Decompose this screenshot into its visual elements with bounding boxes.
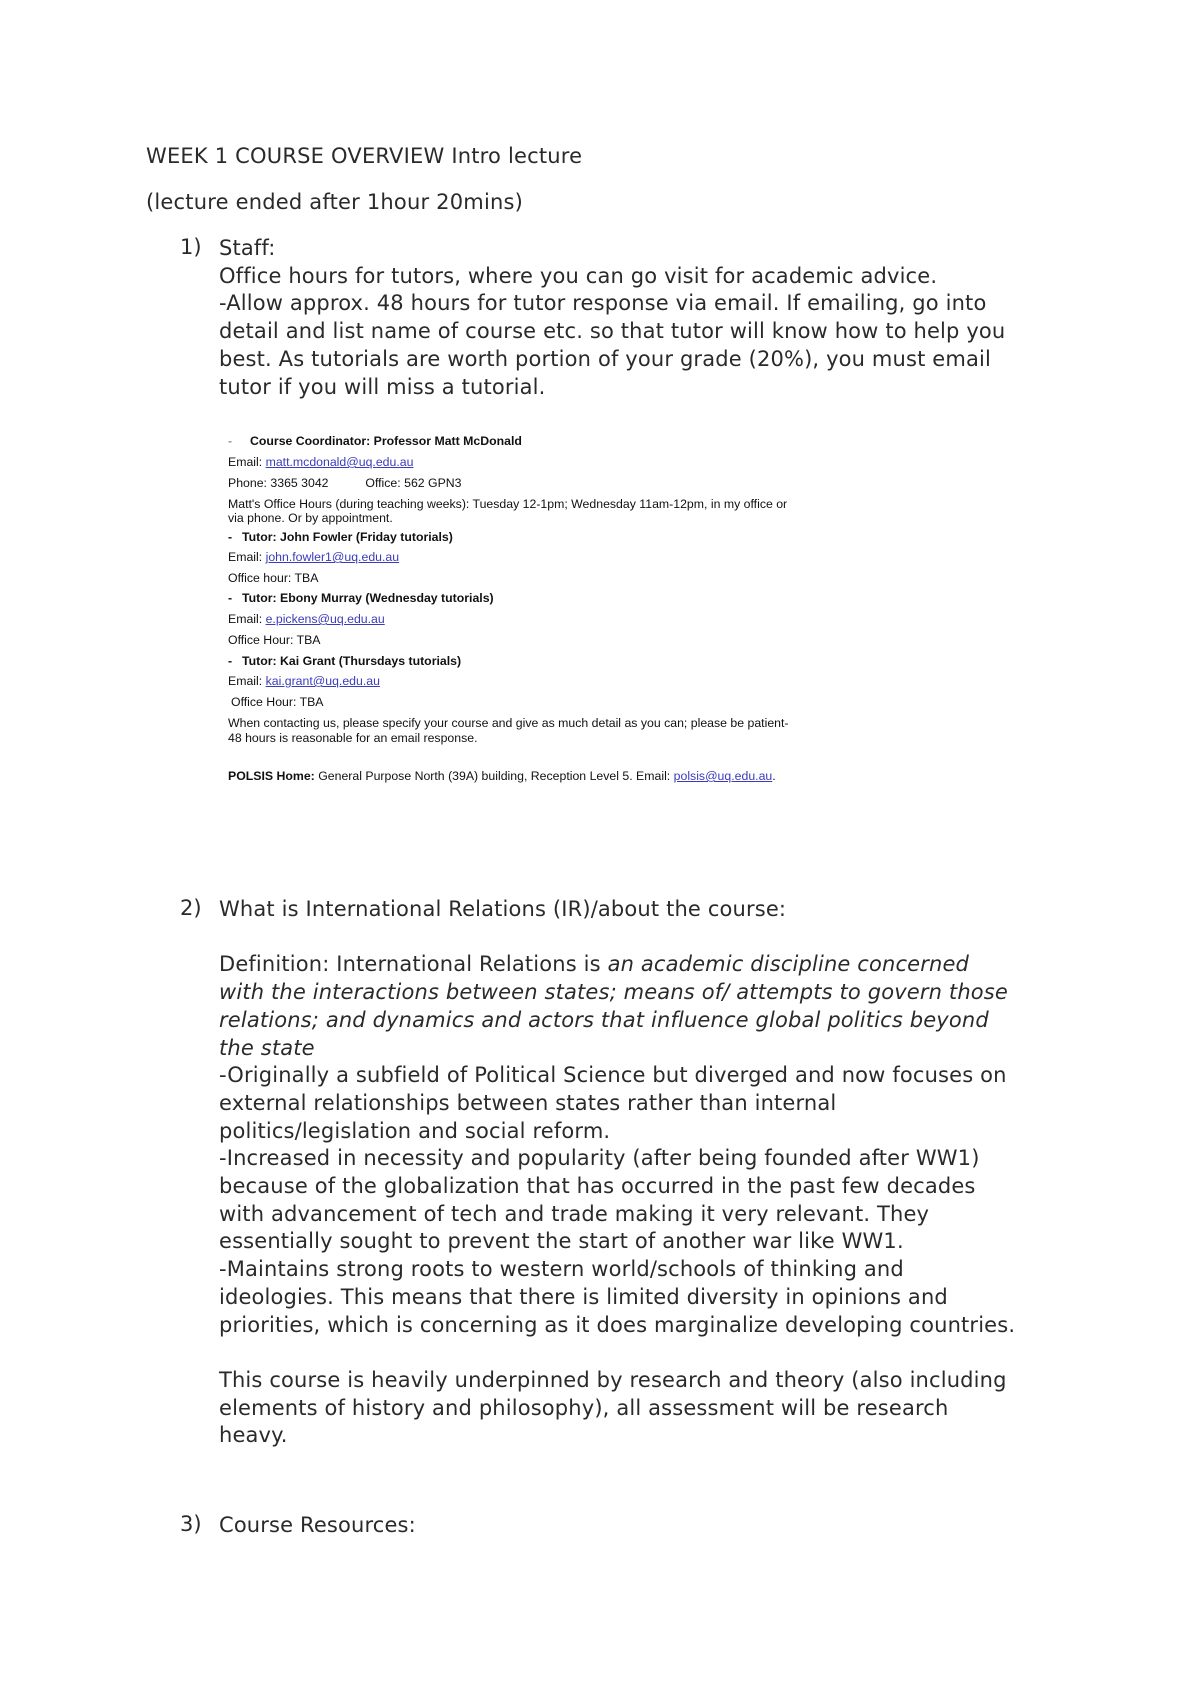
paragraph-line: -Maintains strong roots to western world/schools of thinking and xyxy=(219,1257,904,1282)
coordinator-office: Office: 562 GPN3 xyxy=(365,476,462,490)
polsis-line xyxy=(228,769,776,783)
section-3-heading: Course Resources: xyxy=(219,1513,416,1537)
bullet-dash: - xyxy=(228,434,233,448)
tutor-3-hours: Office Hour: TBA xyxy=(231,695,324,709)
definition-text: an academic discipline concerned xyxy=(607,952,970,977)
section-1-staff xyxy=(219,235,1069,401)
coordinator-phone-line xyxy=(228,476,462,490)
coordinator-hours-line: Matt's Office Hours (during teaching weeks): Tuesday 12-1pm; Wednesday 11am-12pm, in my office or xyxy=(228,497,788,511)
paragraph-line: -Originally a subfield of Political Science but diverged and now focuses on xyxy=(219,1063,1007,1088)
tutor-2-hours: Office Hour: TBA xyxy=(228,633,321,647)
document-title: WEEK 1 COURSE OVERVIEW Intro lecture xyxy=(146,144,583,168)
contact-note-line: When contacting us, please specify your course and give as much detail as you can; please be patient- xyxy=(228,716,789,730)
coordinator-email-line xyxy=(228,455,413,469)
paragraph-line: -Increased in necessity and popularity (after being founded after WW1) xyxy=(219,1146,980,1171)
section-3-resources xyxy=(219,1512,1069,1540)
polsis-text: General Purpose North (39A) building, Reception Level 5. Email: xyxy=(314,769,674,783)
definition-line xyxy=(219,951,1069,979)
polsis-email-link[interactable]: polsis@uq.edu.au xyxy=(673,769,773,783)
email-label: Email: xyxy=(228,550,266,564)
tutor-2-email-line xyxy=(228,612,385,626)
email-label: Email: xyxy=(228,674,266,688)
definition-text: with the interactions between states; means of/ attempts to govern those xyxy=(219,980,1008,1005)
section-1-line: Office hours for tutors, where you can go visit for academic advice. xyxy=(219,263,938,288)
tutor-1-name: Tutor: John Fowler (Friday tutorials) xyxy=(242,530,453,544)
tutor-1-email-link[interactable]: john.fowler1@uq.edu.au xyxy=(265,550,400,564)
section-1-line: best. As tutorials are worth portion of your grade (20%), you must email xyxy=(219,346,991,371)
tutor-1-email-line xyxy=(228,550,399,564)
tutor-3-name: Tutor: Kai Grant (Thursdays tutorials) xyxy=(242,654,462,668)
paragraph-line: because of the globalization that has occurred in the past few decades xyxy=(219,1174,976,1199)
bullet-dash: - xyxy=(228,591,233,605)
paragraph-line: politics/legislation and social reform. xyxy=(219,1118,611,1143)
email-label: Email: xyxy=(228,612,266,626)
tutor-2-name: Tutor: Ebony Murray (Wednesday tutorials) xyxy=(242,591,494,605)
staff-contacts-image xyxy=(228,430,928,800)
polsis-end: . xyxy=(772,769,776,783)
paragraph-line: ideologies. This means that there is limited diversity in opinions and xyxy=(219,1284,948,1309)
paragraph-line: heavy. xyxy=(219,1423,288,1448)
definition-prefix: Definition: International Relations is xyxy=(219,952,608,977)
section-2-heading: What is International Relations (IR)/about the course: xyxy=(219,897,787,921)
section-1-line: detail and list name of course etc. so that tutor will know how to help you xyxy=(219,319,1006,344)
bullet-dash: - xyxy=(228,654,233,668)
tutor-3-email-link[interactable]: kai.grant@uq.edu.au xyxy=(265,674,380,688)
tutor-3-email-line xyxy=(228,674,380,688)
paragraph-line: elements of history and philosophy), all assessment will be research xyxy=(219,1395,949,1420)
definition-line xyxy=(219,1007,1069,1035)
document-subtitle: (lecture ended after 1hour 20mins) xyxy=(146,190,524,214)
paragraph-line: priorities, which is concerning as it does marginalize developing countries. xyxy=(219,1312,1016,1337)
tutor-2-line xyxy=(228,591,494,605)
section-2-number: 2) xyxy=(180,896,202,920)
paragraph-line: This course is heavily underpinned by research and theory (also including xyxy=(219,1367,1007,1392)
section-1-heading: Staff: xyxy=(219,236,276,260)
polsis-label: POLSIS Home: xyxy=(228,769,315,783)
section-1-line: tutor if you will miss a tutorial. xyxy=(219,374,546,399)
coordinator-line xyxy=(228,434,522,448)
paragraph-line: external relationships between states rather than internal xyxy=(219,1090,837,1115)
definition-text: relations; and dynamics and actors that influence global politics beyond xyxy=(219,1007,989,1032)
tutor-2-email-link[interactable]: e.pickens@uq.edu.au xyxy=(265,612,385,626)
section-2-about xyxy=(219,896,1069,1450)
coordinator-phone: Phone: 3365 3042 xyxy=(228,476,329,490)
paragraph-line: essentially sought to prevent the start of another war like WW1. xyxy=(219,1229,904,1254)
section-1-line: -Allow approx. 48 hours for tutor response via email. If emailing, go into xyxy=(219,291,987,316)
tutor-3-line xyxy=(228,654,461,668)
coordinator-hours-line: via phone. Or by appointment. xyxy=(228,511,393,525)
definition-text: the state xyxy=(219,1035,315,1060)
email-label: Email: xyxy=(228,455,266,469)
paragraph-line: with advancement of tech and trade making it very relevant. They xyxy=(219,1201,930,1226)
contact-note-line: 48 hours is reasonable for an email response. xyxy=(228,731,478,745)
bullet-dash: - xyxy=(228,530,233,544)
section-3-number: 3) xyxy=(180,1512,202,1536)
tutor-1-hours: Office hour: TBA xyxy=(228,571,319,585)
section-1-number: 1) xyxy=(180,235,202,259)
tutor-1-line xyxy=(228,530,453,544)
definition-line xyxy=(219,979,1069,1007)
coordinator-email-link[interactable]: matt.mcdonald@uq.edu.au xyxy=(265,455,414,469)
definition-line xyxy=(219,1035,1069,1063)
coordinator-name: Course Coordinator: Professor Matt McDonald xyxy=(250,434,522,448)
